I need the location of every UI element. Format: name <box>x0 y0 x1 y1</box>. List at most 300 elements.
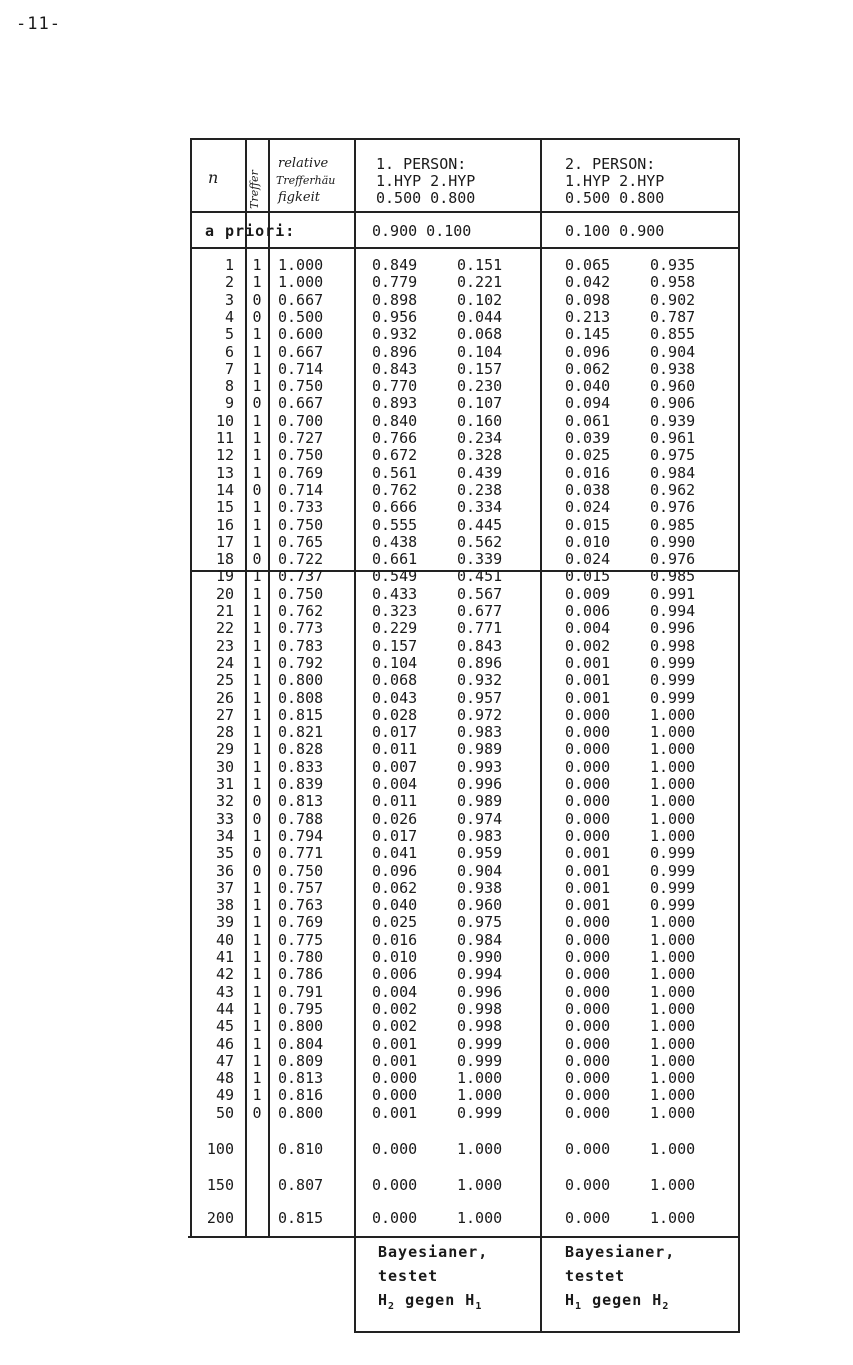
row-40-person1-hyp2: 0.984 <box>457 930 503 949</box>
row-35-person1-hyp1: 0.041 <box>372 844 418 863</box>
row-38-person1-hyp2: 0.960 <box>457 896 503 915</box>
row-2-relative: 1.000 <box>278 273 324 292</box>
row-9-person1-hyp2: 0.107 <box>457 394 503 413</box>
row-42-n: 42 <box>215 965 234 984</box>
row-44-n: 44 <box>215 999 234 1018</box>
row-24-relative: 0.792 <box>278 653 324 672</box>
row-19-treffer: 1 <box>252 567 262 586</box>
row-24-person1-hyp1: 0.104 <box>372 653 418 672</box>
row-9-n: 9 <box>224 394 234 413</box>
a-priori-label: a priori: <box>205 222 296 240</box>
row-21-person1-hyp2: 0.677 <box>457 602 503 620</box>
row-29-treffer: 1 <box>252 740 262 759</box>
header-rule <box>190 211 740 213</box>
summary-row-2-person2-hyp1: 0.000 <box>565 1176 611 1194</box>
row-16-person1-hyp2: 0.445 <box>457 515 503 534</box>
row-39-treffer: 1 <box>252 913 262 932</box>
row-12-treffer: 1 <box>252 446 262 465</box>
row-32-treffer: 0 <box>252 792 262 811</box>
row-18-person1-hyp2: 0.339 <box>457 550 503 569</box>
row-11-n: 11 <box>215 429 234 447</box>
row-25-person2-hyp1: 0.001 <box>565 671 611 690</box>
row-14-person2-hyp2: 0.962 <box>650 480 696 499</box>
summary-row-1-person1-hyp1: 0.000 <box>372 1140 418 1158</box>
row-22-person2-hyp1: 0.004 <box>565 619 611 638</box>
row-42-person2-hyp1: 0.000 <box>565 965 611 984</box>
row-1-treffer: 1 <box>252 256 262 274</box>
row-4-relative: 0.500 <box>278 307 324 326</box>
row-30-relative: 0.833 <box>278 757 324 776</box>
row-27-treffer: 1 <box>252 705 262 724</box>
row-4-person1-hyp1: 0.956 <box>372 307 418 326</box>
row-6-person2-hyp2: 0.904 <box>650 342 696 361</box>
row-38-person2-hyp2: 0.999 <box>650 896 696 915</box>
row-15-person1-hyp1: 0.666 <box>372 498 418 517</box>
row-14-n: 14 <box>215 480 234 499</box>
row-40-person1-hyp1: 0.016 <box>372 930 418 949</box>
row-43-treffer: 1 <box>252 982 262 1001</box>
row-6-relative: 0.667 <box>278 342 324 361</box>
row-7-relative: 0.714 <box>278 359 324 378</box>
row-30-person2-hyp2: 1.000 <box>650 757 696 776</box>
row-17-person2-hyp1: 0.010 <box>565 532 611 551</box>
row-25-treffer: 1 <box>252 671 262 690</box>
row-20-person2-hyp2: 0.991 <box>650 584 696 603</box>
row-41-n: 41 <box>215 948 234 966</box>
row-14-treffer: 0 <box>252 480 262 499</box>
row-22-treffer: 1 <box>252 619 262 638</box>
row-23-n: 23 <box>215 636 234 655</box>
row-2-treffer: 1 <box>252 273 262 292</box>
row-28-person2-hyp1: 0.000 <box>565 723 611 742</box>
row-37-relative: 0.757 <box>278 878 324 897</box>
row-33-treffer: 0 <box>252 809 262 828</box>
row-46-person1-hyp2: 0.999 <box>457 1034 503 1053</box>
footer-person2 <box>565 1240 675 1319</box>
footer-person1 <box>378 1240 488 1319</box>
row-16-person1-hyp1: 0.555 <box>372 515 418 534</box>
row-34-treffer: 1 <box>252 826 262 845</box>
row-20-n: 20 <box>215 584 234 603</box>
row-10-relative: 0.700 <box>278 411 324 430</box>
row-31-n: 31 <box>215 775 234 793</box>
row-49-person2-hyp2: 1.000 <box>650 1086 696 1105</box>
row-29-n: 29 <box>215 740 234 759</box>
row-46-person1-hyp1: 0.001 <box>372 1034 418 1053</box>
row-34-person1-hyp1: 0.017 <box>372 826 418 845</box>
summary-row-3-relative: 0.815 <box>278 1209 324 1227</box>
row-17-person2-hyp2: 0.990 <box>650 532 696 551</box>
summary-row-3-person2-hyp1: 0.000 <box>565 1209 611 1227</box>
row-23-person2-hyp2: 0.998 <box>650 636 696 655</box>
row-40-relative: 0.775 <box>278 930 324 949</box>
row-24-n: 24 <box>215 653 234 672</box>
row-35-n: 35 <box>215 844 234 863</box>
row-43-person1-hyp1: 0.004 <box>372 982 418 1001</box>
row-13-relative: 0.769 <box>278 463 324 482</box>
row-24-person1-hyp2: 0.896 <box>457 653 503 672</box>
row-49-treffer: 1 <box>252 1086 262 1105</box>
row-46-relative: 0.804 <box>278 1034 324 1053</box>
row-26-person1-hyp1: 0.043 <box>372 688 418 707</box>
row-23-person1-hyp2: 0.843 <box>457 636 503 655</box>
footer-p1-hyp: $H_2$ gegen $H_1$ <box>378 1291 483 1312</box>
row-8-n: 8 <box>224 377 234 396</box>
row-45-relative: 0.800 <box>278 1017 324 1036</box>
row-47-treffer: 1 <box>252 1051 262 1070</box>
row-35-person2-hyp2: 0.999 <box>650 844 696 863</box>
row-47-person2-hyp2: 1.000 <box>650 1051 696 1070</box>
row-29-person2-hyp1: 0.000 <box>565 740 611 759</box>
row-12-relative: 0.750 <box>278 446 324 465</box>
row-7-person1-hyp1: 0.843 <box>372 359 418 378</box>
row-5-person1-hyp2: 0.068 <box>457 325 503 344</box>
row-33-relative: 0.788 <box>278 809 324 828</box>
divider-n <box>245 138 247 1238</box>
row-47-person1-hyp2: 0.999 <box>457 1051 503 1070</box>
row-22-person1-hyp2: 0.771 <box>457 619 503 638</box>
row-34-n: 34 <box>215 826 234 845</box>
page-number: -11- <box>16 14 61 34</box>
row-15-person2-hyp1: 0.024 <box>565 498 611 517</box>
row-35-relative: 0.771 <box>278 844 324 863</box>
row-40-person2-hyp1: 0.000 <box>565 930 611 949</box>
row-10-person1-hyp2: 0.160 <box>457 411 503 430</box>
divider-relative <box>354 138 356 1333</box>
row-1-person2-hyp1: 0.065 <box>565 256 611 274</box>
row-31-person1-hyp1: 0.004 <box>372 775 418 793</box>
person2-title: 2. PERSON: <box>565 155 656 173</box>
row-9-person2-hyp1: 0.094 <box>565 394 611 413</box>
row-37-n: 37 <box>215 878 234 897</box>
row-26-treffer: 1 <box>252 688 262 707</box>
row-2-n: 2 <box>224 273 234 292</box>
row-22-person2-hyp2: 0.996 <box>650 619 696 638</box>
row-2-person2-hyp2: 0.958 <box>650 273 696 292</box>
row-7-n: 7 <box>224 359 234 378</box>
row-49-n: 49 <box>215 1086 234 1105</box>
row-11-person2-hyp2: 0.961 <box>650 429 696 447</box>
row-20-treffer: 1 <box>252 584 262 603</box>
row-28-n: 28 <box>215 723 234 742</box>
row-44-person2-hyp1: 0.000 <box>565 999 611 1018</box>
row-50-person2-hyp2: 1.000 <box>650 1103 696 1122</box>
row-31-person1-hyp2: 0.996 <box>457 775 503 793</box>
row-10-treffer: 1 <box>252 411 262 430</box>
row-25-relative: 0.800 <box>278 671 324 690</box>
row-47-person1-hyp1: 0.001 <box>372 1051 418 1070</box>
row-32-person2-hyp1: 0.000 <box>565 792 611 811</box>
row-49-person1-hyp1: 0.000 <box>372 1086 418 1105</box>
row-44-person1-hyp2: 0.998 <box>457 999 503 1018</box>
row-19-relative: 0.737 <box>278 567 324 586</box>
row-18-person2-hyp2: 0.976 <box>650 550 696 569</box>
priori-rule <box>190 247 740 249</box>
row-26-person1-hyp2: 0.957 <box>457 688 503 707</box>
row-8-person1-hyp1: 0.770 <box>372 377 418 396</box>
row-5-n: 5 <box>224 325 234 344</box>
row-46-n: 46 <box>215 1034 234 1053</box>
row-39-person2-hyp1: 0.000 <box>565 913 611 932</box>
row-31-person2-hyp1: 0.000 <box>565 775 611 793</box>
row-44-relative: 0.795 <box>278 999 324 1018</box>
row-13-person2-hyp1: 0.016 <box>565 463 611 482</box>
row-12-n: 12 <box>215 446 234 465</box>
row-11-relative: 0.727 <box>278 429 324 447</box>
row-45-person1-hyp2: 0.998 <box>457 1017 503 1036</box>
row-45-n: 45 <box>215 1017 234 1036</box>
row-45-person2-hyp1: 0.000 <box>565 1017 611 1036</box>
row-28-person1-hyp1: 0.017 <box>372 723 418 742</box>
row-21-person2-hyp2: 0.994 <box>650 602 696 620</box>
row-28-treffer: 1 <box>252 723 262 742</box>
row-47-relative: 0.809 <box>278 1051 324 1070</box>
person1-prior-hyp: 0.500 0.800 <box>376 189 476 207</box>
summary-row-1-person2-hyp2: 1.000 <box>650 1140 696 1158</box>
row-48-relative: 0.813 <box>278 1069 324 1088</box>
row-5-person1-hyp1: 0.932 <box>372 325 418 344</box>
row-7-person2-hyp2: 0.938 <box>650 359 696 378</box>
row-49-person2-hyp1: 0.000 <box>565 1086 611 1105</box>
row-23-person2-hyp1: 0.002 <box>565 636 611 655</box>
row-6-n: 6 <box>224 342 234 361</box>
row-21-person1-hyp1: 0.323 <box>372 602 418 620</box>
row-9-person1-hyp1: 0.893 <box>372 394 418 413</box>
header-n: n <box>208 168 219 187</box>
row-19-n: 19 <box>215 567 234 586</box>
row-15-relative: 0.733 <box>278 498 324 517</box>
row-27-n: 27 <box>215 705 234 724</box>
row-24-treffer: 1 <box>252 653 262 672</box>
row-30-person1-hyp2: 0.993 <box>457 757 503 776</box>
row-48-person1-hyp1: 0.000 <box>372 1069 418 1088</box>
summary-row-3-n: 200 <box>206 1209 234 1227</box>
row-13-person1-hyp2: 0.439 <box>457 463 503 482</box>
row-18-person2-hyp1: 0.024 <box>565 550 611 569</box>
row-10-person2-hyp2: 0.939 <box>650 411 696 430</box>
row-20-person1-hyp2: 0.567 <box>457 584 503 603</box>
row-8-person2-hyp2: 0.960 <box>650 377 696 396</box>
row-15-n: 15 <box>215 498 234 517</box>
header-treffer: Treffer <box>247 170 261 209</box>
row-29-person1-hyp2: 0.989 <box>457 740 503 759</box>
row-45-person2-hyp2: 1.000 <box>650 1017 696 1036</box>
row-17-treffer: 1 <box>252 532 262 551</box>
row-6-person1-hyp2: 0.104 <box>457 342 503 361</box>
row-25-person1-hyp2: 0.932 <box>457 671 503 690</box>
summary-row-3-person1-hyp1: 0.000 <box>372 1209 418 1227</box>
row-4-n: 4 <box>224 307 234 326</box>
summary-row-1-person2-hyp1: 0.000 <box>565 1140 611 1158</box>
row-44-person1-hyp1: 0.002 <box>372 999 418 1018</box>
row-35-treffer: 0 <box>252 844 262 863</box>
row-35-person2-hyp1: 0.001 <box>565 844 611 863</box>
footer-p2-hyp: $H_1$ gegen $H_2$ <box>565 1291 670 1312</box>
row-18-n: 18 <box>215 550 234 569</box>
row-50-person2-hyp1: 0.000 <box>565 1103 611 1122</box>
row-22-person1-hyp1: 0.229 <box>372 619 418 638</box>
row-29-person2-hyp2: 1.000 <box>650 740 696 759</box>
row-5-treffer: 1 <box>252 325 262 344</box>
row-32-person1-hyp2: 0.989 <box>457 792 503 811</box>
row-48-person2-hyp2: 1.000 <box>650 1069 696 1088</box>
row-26-person2-hyp2: 0.999 <box>650 688 696 707</box>
summary-row-2-person1-hyp1: 0.000 <box>372 1176 418 1194</box>
row-14-relative: 0.714 <box>278 480 324 499</box>
row-19-person2-hyp2: 0.985 <box>650 567 696 586</box>
header-relative-2: Trefferhäu <box>276 174 336 187</box>
row-17-n: 17 <box>215 532 234 551</box>
row-13-person1-hyp1: 0.561 <box>372 463 418 482</box>
row-21-person2-hyp1: 0.006 <box>565 602 611 620</box>
row-16-person2-hyp2: 0.985 <box>650 515 696 534</box>
row-12-person2-hyp1: 0.025 <box>565 446 611 465</box>
row-5-person2-hyp2: 0.855 <box>650 325 696 344</box>
row-14-person1-hyp1: 0.762 <box>372 480 418 499</box>
row-31-person2-hyp2: 1.000 <box>650 775 696 793</box>
summary-row-2-person2-hyp2: 1.000 <box>650 1176 696 1194</box>
row-44-person2-hyp2: 1.000 <box>650 999 696 1018</box>
row-47-person2-hyp1: 0.000 <box>565 1051 611 1070</box>
summary-row-3-person2-hyp2: 1.000 <box>650 1209 696 1227</box>
row-42-relative: 0.786 <box>278 965 324 984</box>
row-34-relative: 0.794 <box>278 826 324 845</box>
header-relative-1: relative <box>278 156 329 171</box>
row-15-person1-hyp2: 0.334 <box>457 498 503 517</box>
row-3-relative: 0.667 <box>278 290 324 309</box>
row-20-person1-hyp1: 0.433 <box>372 584 418 603</box>
row-1-person2-hyp2: 0.935 <box>650 256 696 274</box>
row-25-person1-hyp1: 0.068 <box>372 671 418 690</box>
row-43-relative: 0.791 <box>278 982 324 1001</box>
row-8-person1-hyp2: 0.230 <box>457 377 503 396</box>
row-32-person1-hyp1: 0.011 <box>372 792 418 811</box>
a-priori-p1: 0.900 0.100 <box>372 222 472 240</box>
row-17-relative: 0.765 <box>278 532 324 551</box>
row-35-person1-hyp2: 0.959 <box>457 844 503 863</box>
row-48-person2-hyp1: 0.000 <box>565 1069 611 1088</box>
row-41-person2-hyp1: 0.000 <box>565 948 611 966</box>
row-26-relative: 0.808 <box>278 688 324 707</box>
person1-title: 1. PERSON: <box>376 155 467 173</box>
row-26-person2-hyp1: 0.001 <box>565 688 611 707</box>
row-13-treffer: 1 <box>252 463 262 482</box>
person2-hyp: 1.HYP 2.HYP <box>565 172 665 190</box>
row-1-n: 1 <box>224 256 234 274</box>
row-46-treffer: 1 <box>252 1034 262 1053</box>
row-39-person2-hyp2: 1.000 <box>650 913 696 932</box>
row-7-treffer: 1 <box>252 359 262 378</box>
row-3-person1-hyp1: 0.898 <box>372 290 418 309</box>
row-9-person2-hyp2: 0.906 <box>650 394 696 413</box>
row-38-relative: 0.763 <box>278 896 324 915</box>
row-2-person2-hyp1: 0.042 <box>565 273 611 292</box>
row-22-relative: 0.773 <box>278 619 324 638</box>
row-38-n: 38 <box>215 896 234 915</box>
row-43-person1-hyp2: 0.996 <box>457 982 503 1001</box>
row-43-person2-hyp2: 1.000 <box>650 982 696 1001</box>
row-28-relative: 0.821 <box>278 723 324 742</box>
row-43-n: 43 <box>215 982 234 1001</box>
footer-p1-line2: testet <box>378 1267 439 1285</box>
row-20-person2-hyp1: 0.009 <box>565 584 611 603</box>
row-30-person2-hyp1: 0.000 <box>565 757 611 776</box>
row-34-person2-hyp2: 1.000 <box>650 826 696 845</box>
row-16-treffer: 1 <box>252 515 262 534</box>
row-4-person2-hyp2: 0.787 <box>650 307 696 326</box>
row-27-person2-hyp1: 0.000 <box>565 705 611 724</box>
row-21-n: 21 <box>215 602 234 620</box>
row-33-person2-hyp2: 1.000 <box>650 809 696 828</box>
footer-p1-line1: Bayesianer, <box>378 1243 489 1261</box>
bottom-rule <box>188 1236 740 1238</box>
row-3-treffer: 0 <box>252 290 262 309</box>
divider-right <box>738 1236 740 1333</box>
row-26-n: 26 <box>215 688 234 707</box>
row-5-relative: 0.600 <box>278 325 324 344</box>
row-37-treffer: 1 <box>252 878 262 897</box>
row-15-treffer: 1 <box>252 498 262 517</box>
row-9-treffer: 0 <box>252 394 262 413</box>
row-34-person2-hyp1: 0.000 <box>565 826 611 845</box>
summary-row-1-relative: 0.810 <box>278 1140 324 1158</box>
person2-prior-hyp: 0.500 0.800 <box>565 189 665 207</box>
row-19-person1-hyp2: 0.451 <box>457 567 503 586</box>
row-40-n: 40 <box>215 930 234 949</box>
row-48-n: 48 <box>215 1069 234 1088</box>
divider-treffer <box>268 138 270 1238</box>
row-39-n: 39 <box>215 913 234 932</box>
row-1-person1-hyp2: 0.151 <box>457 256 503 274</box>
summary-row-3-person1-hyp2: 1.000 <box>457 1209 503 1227</box>
row-23-person1-hyp1: 0.157 <box>372 636 418 655</box>
row-36-person1-hyp2: 0.904 <box>457 861 503 880</box>
row-12-person1-hyp2: 0.328 <box>457 446 503 465</box>
row-12-person1-hyp1: 0.672 <box>372 446 418 465</box>
row-50-person1-hyp2: 0.999 <box>457 1103 503 1122</box>
row-16-person2-hyp1: 0.015 <box>565 515 611 534</box>
row-39-person1-hyp1: 0.025 <box>372 913 418 932</box>
row-48-treffer: 1 <box>252 1069 262 1088</box>
row-36-person1-hyp1: 0.096 <box>372 861 418 880</box>
row-13-person2-hyp2: 0.984 <box>650 463 696 482</box>
row-45-person1-hyp1: 0.002 <box>372 1017 418 1036</box>
row-12-person2-hyp2: 0.975 <box>650 446 696 465</box>
row-37-person1-hyp1: 0.062 <box>372 878 418 897</box>
row-37-person2-hyp2: 0.999 <box>650 878 696 897</box>
row-27-person1-hyp1: 0.028 <box>372 705 418 724</box>
footer-bottom-rule <box>354 1331 740 1333</box>
row-9-relative: 0.667 <box>278 394 324 413</box>
row-27-person2-hyp2: 1.000 <box>650 705 696 724</box>
row-3-n: 3 <box>224 290 234 309</box>
row-10-n: 10 <box>215 411 234 430</box>
row-36-person2-hyp2: 0.999 <box>650 861 696 880</box>
row-49-relative: 0.816 <box>278 1086 324 1105</box>
row-49-person1-hyp2: 1.000 <box>457 1086 503 1105</box>
summary-row-2-n: 150 <box>206 1176 234 1194</box>
row-11-person1-hyp1: 0.766 <box>372 429 418 447</box>
row-36-n: 36 <box>215 861 234 880</box>
row-38-person2-hyp1: 0.001 <box>565 896 611 915</box>
row-31-treffer: 1 <box>252 775 262 793</box>
row-13-n: 13 <box>215 463 234 482</box>
row-27-person1-hyp2: 0.972 <box>457 705 503 724</box>
row-18-relative: 0.722 <box>278 550 324 569</box>
row-41-person2-hyp2: 1.000 <box>650 948 696 966</box>
row-37-person1-hyp2: 0.938 <box>457 878 503 897</box>
row-37-person2-hyp1: 0.001 <box>565 878 611 897</box>
